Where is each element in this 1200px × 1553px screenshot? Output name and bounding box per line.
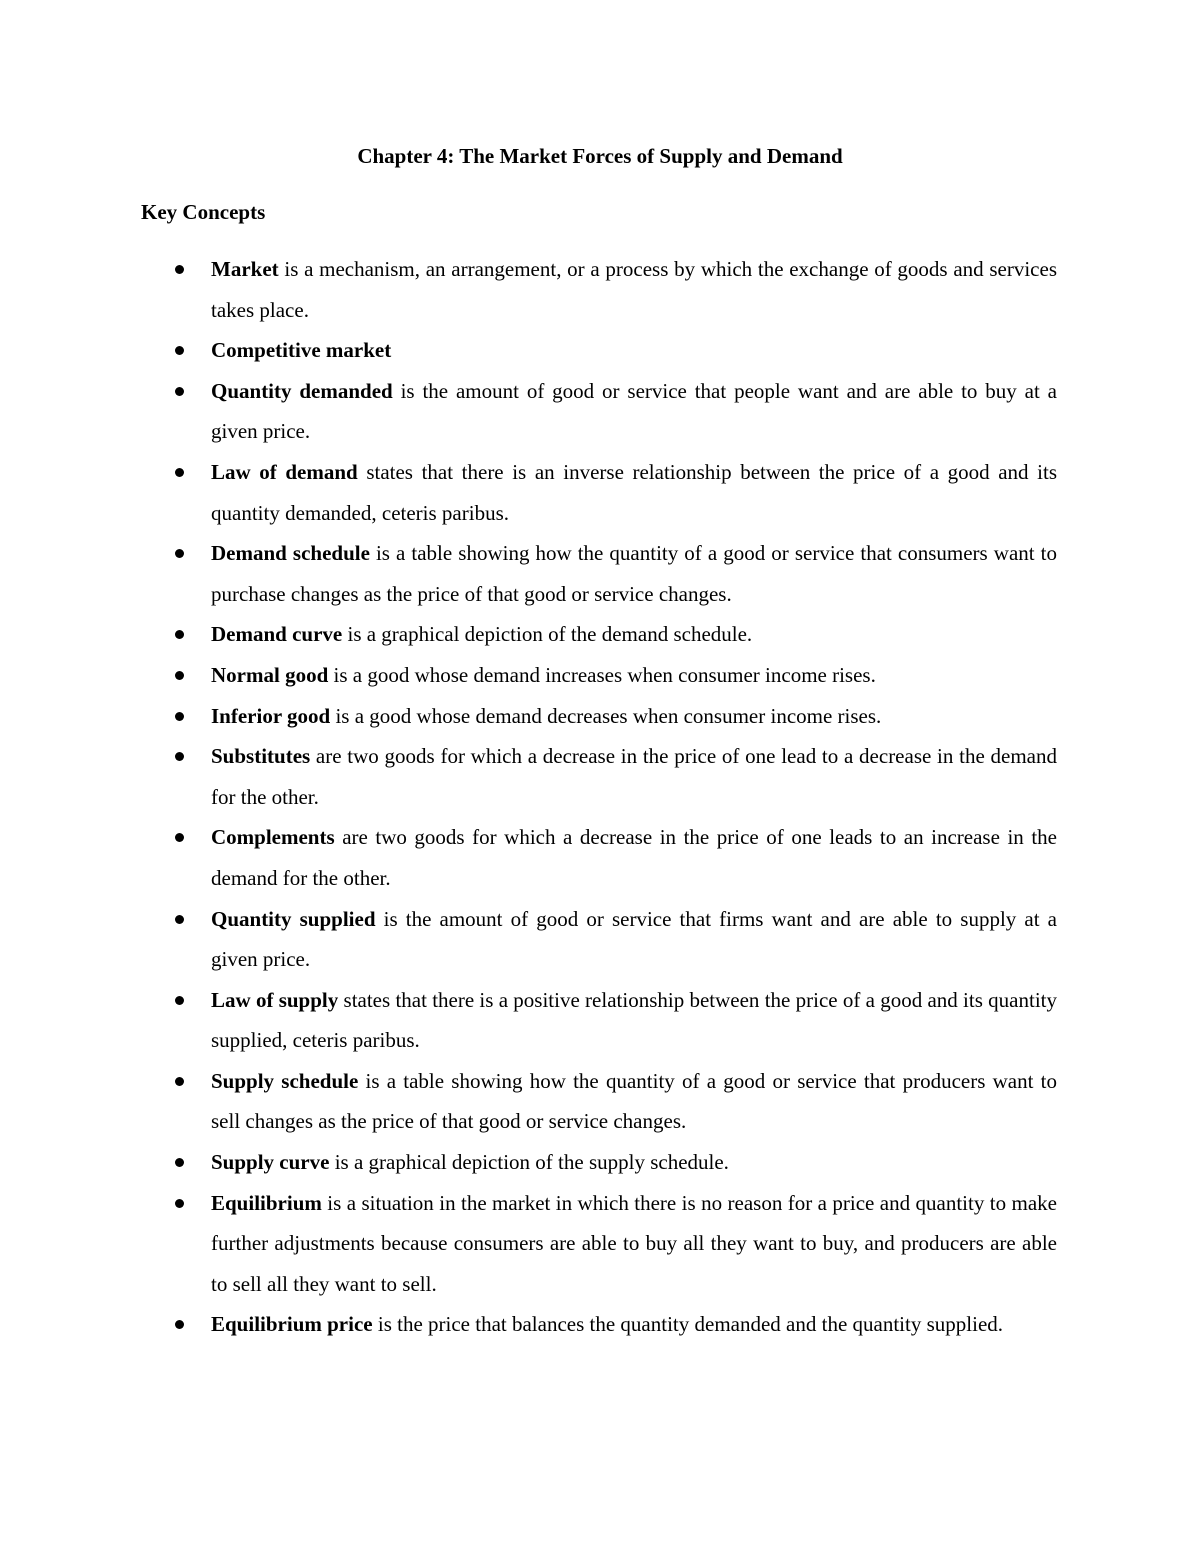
bullet-icon [175, 915, 184, 924]
bullet-icon [175, 1158, 184, 1167]
bullet-icon [175, 549, 184, 558]
section-heading: Key Concepts [141, 200, 266, 224]
concept-term: Normal good [211, 662, 329, 687]
concept-item [0, 980, 1057, 1061]
concept-item [0, 614, 1057, 655]
concept-item [0, 736, 1057, 817]
concept-definition: is a graphical depiction of the demand schedule. [342, 622, 753, 647]
bullet-icon [175, 833, 184, 842]
concept-definition: is a table showing how the quantity of a good or service that producers want to sell changes as the price of that good or service changes. [211, 1068, 1057, 1134]
bullet-icon [175, 996, 184, 1005]
bullet-icon [175, 630, 184, 639]
bullet-icon [175, 265, 184, 274]
concept-term: Supply schedule [211, 1068, 359, 1093]
concept-term: Inferior good [211, 703, 331, 728]
concept-term: Demand schedule [211, 541, 370, 566]
concept-term: Law of supply [211, 987, 339, 1012]
bullet-icon [175, 387, 184, 396]
concept-item [0, 1304, 1057, 1345]
concept-item [0, 452, 1057, 533]
concept-item [0, 330, 1057, 371]
concept-definition: is a situation in the market in which there is no reason for a price and quantity to make further adjustments because consumers are able to buy all they want to buy, and producers are able to sell all they want to sell. [211, 1190, 1057, 1296]
concept-definition: is a mechanism, an arrangement, or a process by which the exchange of goods and services takes place. [211, 257, 1057, 322]
bullet-icon [175, 346, 184, 355]
concept-item [0, 817, 1057, 898]
concept-definition: are two goods for which a decrease in the price of one leads to an increase in the demand for the other. [211, 825, 1057, 890]
bullet-icon [175, 1077, 184, 1086]
concept-item [0, 1142, 1057, 1183]
concept-term: Market [211, 257, 279, 281]
bullet-icon [175, 1320, 184, 1329]
concept-item [0, 533, 1057, 614]
bullet-icon [175, 468, 184, 477]
concept-item [0, 371, 1057, 452]
concept-term: Substitutes [211, 744, 311, 769]
concept-definition: is a good whose demand increases when consumer income rises. [328, 662, 876, 687]
concept-definition: is the amount of good or service that firms want and are able to supply at a given price. [211, 906, 1057, 972]
concept-item [0, 1183, 1057, 1305]
concept-definition: is a graphical depiction of the supply schedule. [329, 1150, 729, 1175]
concept-item [0, 1061, 1057, 1142]
concept-item [0, 655, 1057, 696]
concept-term: Equilibrium price [211, 1312, 373, 1337]
concept-definition: are two goods for which a decrease in the price of one lead to a decrease in the demand for the other. [211, 744, 1057, 809]
concept-definition: is the amount of good or service that people want and are able to buy at a given price. [211, 378, 1057, 444]
concept-item [0, 249, 1057, 330]
concept-definition: is a good whose demand decreases when consumer income rises. [330, 703, 882, 728]
key-concepts-list [0, 249, 1057, 1345]
concept-definition: states that there is an inverse relationship between the price of a good and its quantity demanded, ceteris paribus. [211, 459, 1057, 525]
concept-term: Quantity demanded [211, 378, 393, 403]
concept-term: Equilibrium [211, 1190, 322, 1215]
concept-term: Law of demand [211, 459, 358, 484]
chapter-title: Chapter 4: The Market Forces of Supply and Demand [357, 144, 843, 168]
concept-item [0, 899, 1057, 980]
concept-term: Quantity supplied [211, 906, 376, 931]
bullet-icon [175, 752, 184, 761]
concept-term: Complements [211, 825, 335, 850]
concept-item [0, 696, 1057, 737]
bullet-icon [175, 1199, 184, 1208]
bullet-icon [175, 712, 184, 721]
concept-term: Demand curve [211, 622, 343, 647]
bullet-icon [175, 671, 184, 680]
concept-definition: is the price that balances the quantity demanded and the quantity supplied. [372, 1312, 1004, 1337]
concept-term: Competitive market [211, 338, 392, 363]
concept-definition: states that there is a positive relationship between the price of a good and its quantity supplied, ceteris paribus. [211, 987, 1057, 1053]
concept-term: Supply curve [211, 1150, 330, 1175]
concept-definition: is a table showing how the quantity of a good or service that consumers want to purchase changes as the price of that good or service changes. [211, 541, 1057, 606]
